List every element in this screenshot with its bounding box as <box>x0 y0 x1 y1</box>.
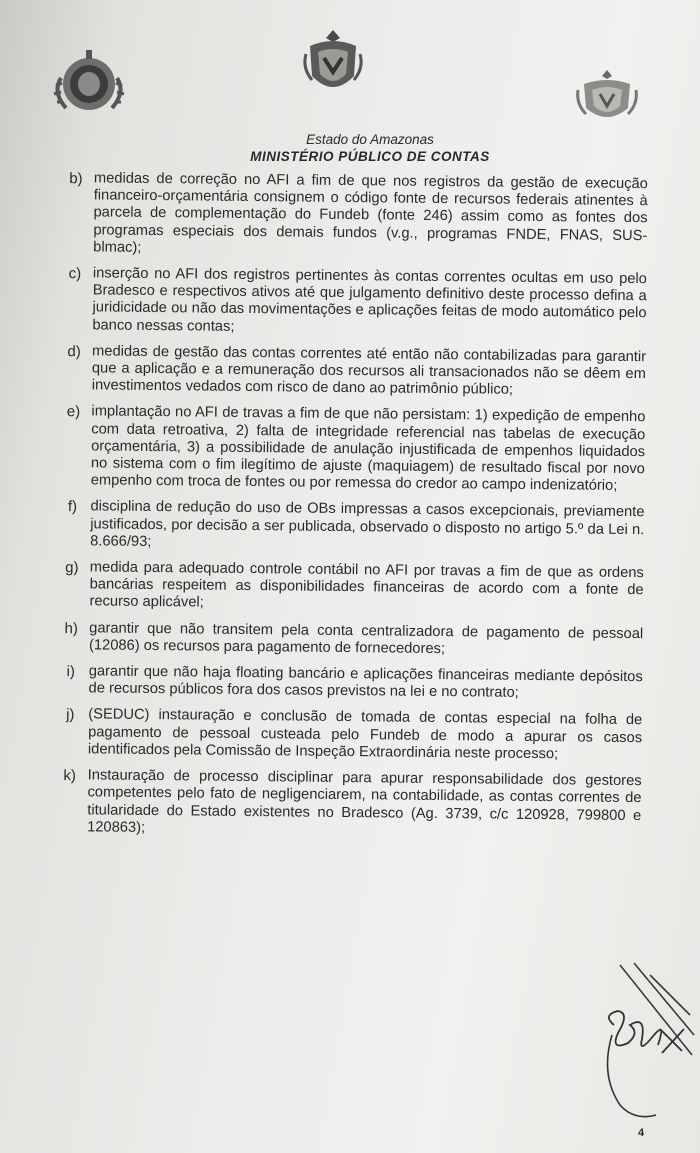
list-item-b <box>57 170 648 262</box>
item-letter: c) <box>68 265 82 283</box>
item-text: disciplina de redução do uso de OBs impressas a casos excepcionais, previamente justificados, por decisão a ser publicada, observado o disposto no artigo 5.º da Lei n. 8.666/93; <box>90 498 645 550</box>
item-text: medidas de gestão das contas correntes até então não contabilizadas para garantir que a aplicação e a remuneração dos recursos ali transacionados não se dêem em investimentos vedados com risco de dano ao patrimônio público; <box>91 343 647 399</box>
ministry-name: MINISTÉRIO PÚBLICO DE CONTAS <box>250 149 490 164</box>
recommendation-list <box>51 170 648 851</box>
item-text: Instauração de processo disciplinar para apurar responsabilidade dos gestores competentes pelo fato de negligenciarem, na contabilidade, as contas correntes de titularidade do Estado existentes no Bradesco (Ag. 3739, c/c 120928, 799800 e 120863); <box>87 767 642 836</box>
item-letter: b) <box>69 170 83 188</box>
list-item-c <box>56 265 647 340</box>
item-text: (SEDUC) instauração e conclusão de tomada de contas especial na folha de pagamento de pessoal custeada pelo Fundeb de modo a apurar os casos identificados pela Comissão de Inspeção Extraordinária neste processo; <box>87 706 643 763</box>
list-item-f <box>54 498 645 556</box>
item-letter: h) <box>64 619 78 637</box>
item-letter: d) <box>67 342 81 361</box>
coat-of-arms-right-icon <box>576 68 638 126</box>
item-text: garantir que não transitem pela conta centralizadora de pagamento de pessoal (12086) os recursos para pagamento de fornecedores; <box>88 620 644 657</box>
list-item-j <box>52 706 643 764</box>
item-letter: f) <box>67 498 78 516</box>
item-text: medidas de correção no AFI a fim de que nos registros da gestão de execução financeiro-orçamentária consignem o código fonte de recursos federais atinentes à parcela de complementação do Fundeb (fonte 246) assim como as fontes dos programas especiais dos demais fundos (v.g., programas FNDE, FNAS, SUS-blmac); <box>93 170 648 256</box>
item-text: garantir que não haja floating bancário e aplicações financeiras mediante depósitos de recursos públicos fora dos casos previstos na lei e no contrato; <box>88 663 643 702</box>
coat-of-arms-center-icon <box>302 28 364 98</box>
item-letter: g) <box>65 559 79 577</box>
item-letter: i) <box>66 663 75 681</box>
list-item-g <box>53 559 644 617</box>
list-item-i <box>52 663 642 704</box>
handwritten-initials-signature <box>600 955 696 1125</box>
list-item-e <box>55 403 646 495</box>
list-item-k <box>51 767 642 842</box>
item-text: medida para adequado controle contábil no AFI por travas a fim de que as ordens bancárias respeitem as disponibilidades financeiras de acordo com a fonte de recurso aplicável; <box>89 559 644 612</box>
list-item-d <box>56 343 647 401</box>
page-number: 4 <box>637 1127 645 1139</box>
list-item-h <box>53 620 643 661</box>
document-header <box>150 132 590 165</box>
item-letter: k) <box>63 767 76 785</box>
item-text: inserção no AFI dos registros pertinentes às contas correntes ocultas em uso pelo Bradesco e respectivos ativos até que julgamento definitivo deste processo defina a juridicidade ou não das movimentações e aplicações feitas de modo automático pelo banco nessas contas; <box>92 265 647 335</box>
item-letter: e) <box>66 403 81 421</box>
state-name: Estado do Amazonas <box>306 132 434 147</box>
coat-of-arms-left-icon <box>48 48 130 116</box>
item-letter: j) <box>66 706 75 724</box>
item-text: implantação no AFI de travas a fim de que não persistam: 1) expedição de empenho com data retroativa, 2) falta de integridade referencial nas tabelas de execução orçamentária, 3) a possibilidade de anulação injustificada de empenhos liquidados no sistema com o fim ilegítimo de ajuste (maquiagem) de resultado fiscal por novo empenho com troca de fontes ou por remessa do credor ao campo indenizatório; <box>90 403 646 495</box>
